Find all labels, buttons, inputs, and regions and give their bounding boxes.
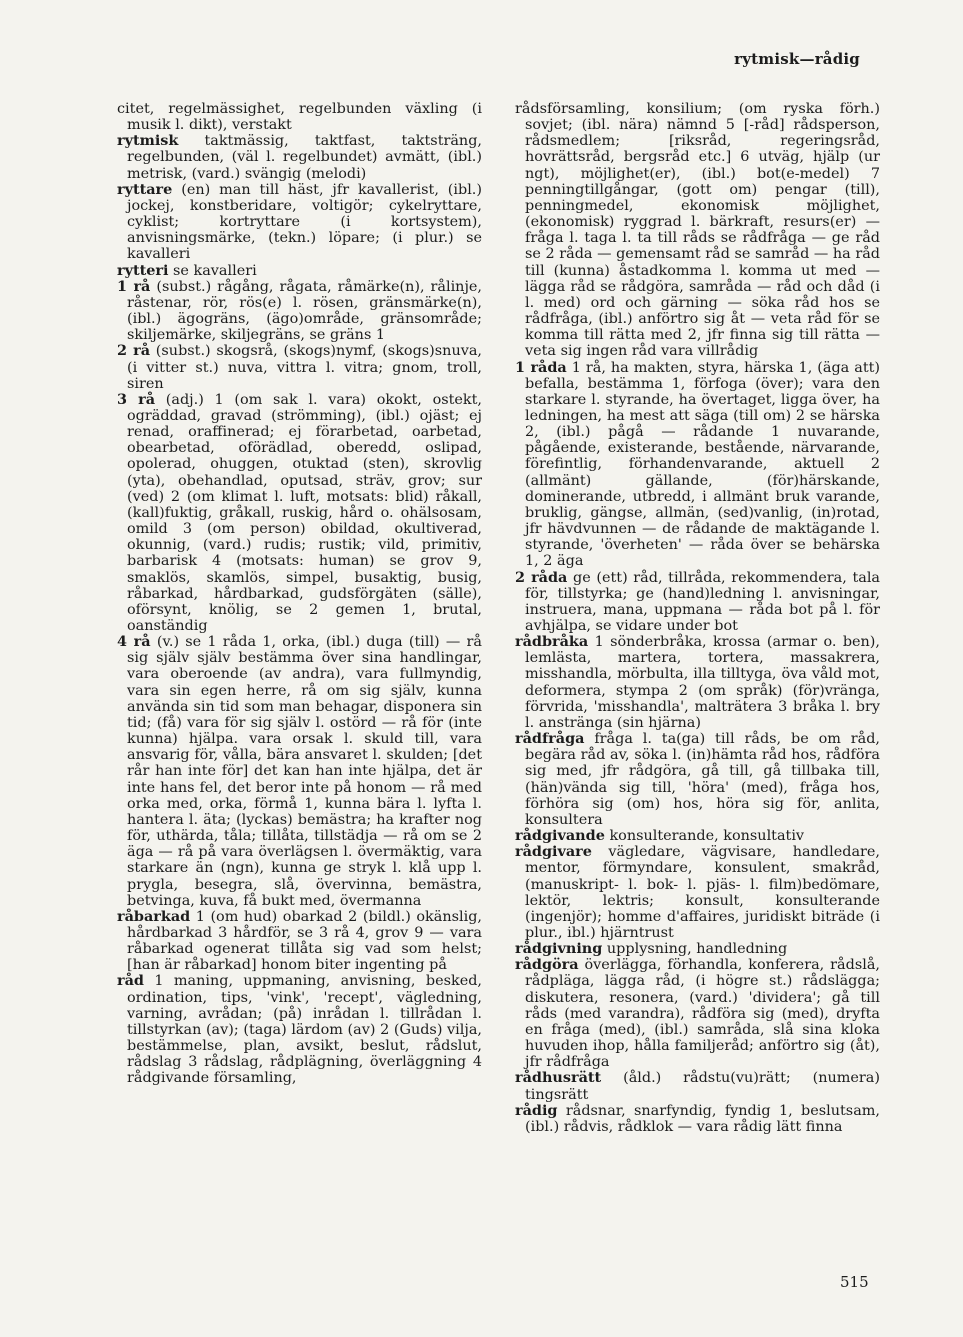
headword: råbarkad [117, 907, 191, 925]
entry [117, 343, 482, 391]
headword: rådgöra [515, 956, 579, 974]
definition: rådsnar, snarfyndig, fyndig 1, beslutsam, (ibl.) rådvis, rådklok — vara rådig lätt finna [525, 1102, 880, 1135]
definition: (subst.) skogsrå, (skogs)nymf, (skogs)snuva, (i vitter st.) nuva, vittra l. vitra; gnom, troll, siren [127, 343, 482, 392]
headword: rådhusrätt [515, 1069, 602, 1087]
definition: ge (ett) råd, tillråda, rekommendera, tala för, tillstyrka; ge (hand)ledning l. anvisningar, instruera, mana, uppmana — råda bot på l. för avhjälpa, se vidare under bot [525, 569, 881, 634]
entry [515, 828, 880, 844]
entry [117, 182, 482, 263]
definition: konsulterande, konsultativ [609, 828, 805, 845]
entry [515, 941, 880, 957]
headword: råd [117, 972, 144, 990]
entry [117, 392, 482, 634]
headword: 1 råda [515, 358, 567, 376]
definition: 1 sönderbråka, krossa (armar o. ben), lemlästa, martera, tortera, massakrera, misshandla, mörbulta, illa tilltyga, öva våld mot, deformera, stympa 2 (om språk) (för)vränga, förvrida, 'misshandla', malträtera 3 bråka l. bry l. anstränga (sin hjärna) [525, 634, 880, 731]
definition: vägledare, vägvisare, handledare, mentor, förmyndare, konsulent, smakråd, (manuskript- l. bok- l. pjäs- l. film)bedömare, lektör, lektris; konsult, konsulterande (ingenjör); homme d'affaires, juridiskt biträde (i plur., ibl.) hjärntrust [525, 844, 881, 941]
entry [117, 909, 482, 974]
headword: rådig [515, 1101, 558, 1119]
entry [515, 1103, 880, 1135]
definition: (en) man till häst, jfr kavallerist, (ibl.) jockej, konstberidare, voltigör; cykelryttare, cyklist; kortryttare (i kortsystem), anvisningsmärke, (tekn.) löpare; (i plur.) se kavalleri [127, 181, 482, 263]
entry [117, 263, 482, 279]
entry [515, 957, 880, 1070]
right-column [515, 101, 880, 1135]
headword: 2 rå [117, 342, 151, 360]
entry [515, 844, 880, 941]
entry [117, 634, 482, 909]
definition: överlägga, förhandla, konferera, rådslå, rådpläga, lägga råd, (i högre st.) rådslägga; diskutera, resonera, (vard.) 'dividera'; gå till råds (med varandra), rådföra sig (med), dryfta en fråga (med), (ibl.) samråda, slå sina kloka huvuden ihop, hålla familjeråd; anförtro sig (åt), jfr rådfråga [525, 957, 880, 1071]
headword: rådfråga [515, 730, 585, 748]
definition: (adj.) 1 (om sak l. vara) okokt, ostekt, ogräddad, gravad (strömming), (ibl.) ojäst; ej renad, oraffinerad; ej förarbetad, oarbetad, obearbetad, oförädlad, oberedd, oslipad, opolerad, ohuggen, otuktad (sten), skrovlig (yta), obehandlad, oputsad, sträv, grov; sur (ved) 2 (om klimat l. luft, motsats: blid) råkall, (kall)fuktig, gråkall, ruskig, hård o. ohälsosam, omild 3 (om person) obildad, okultiverad, okunnig, (vard.) rudis; rustik; vild, primitiv, barbarisk 4 (motsats: human) se grov 9, smaklös, skamlös, simpel, busaktig, busig, råbarkad, hårdbarkad, gudsförgäten (sälle), oförsynt, knölig, se 2 gemen 1, brutal, oanständig [127, 391, 482, 634]
entry [515, 634, 880, 731]
headword: rådgivande [515, 827, 605, 845]
definition: fråga l. ta(ga) till råds, be om råd, begära råd av, söka l. (in)hämta råd hos, rådföra sig med, jfr rådgöra, gå till, gå tillbaka till, (hän)vända sig till, 'höra' (med), fråga hos, förhöra sig (om) hos, höra sig för, anlita, konsultera [525, 731, 880, 828]
headword: rådgivning [515, 940, 603, 958]
headword: rytteri [117, 261, 169, 279]
headword: ryttare [117, 180, 173, 198]
definition: 1 maning, uppmaning, anvisning, besked, ordination, tips, 'vink', 'recept', vägledning, varning, avrådan; (på) inrådan l. tillrådan l. tillstyrkan (av); (taga) lärdom (av) 2 (Guds) vilja, bestämmelse, plan, avsikt, beslut, rådslut, rådslag 3 rådslag, rådplägning, överläggning 4 rådgivande församling, [127, 973, 482, 1087]
headword: rytmisk [117, 132, 179, 150]
left-column [117, 101, 482, 1087]
entry [515, 360, 880, 570]
definition: citet, regelmässighet, regelbunden växling (i musik l. dikt), verstakt [117, 101, 482, 134]
page-number: 515 [840, 1273, 869, 1291]
definition: rådsförsamling, konsilium; (om ryska förh.) sovjet; (ibl. nära) nämnd 5 [-råd] rådsperson, rådsmedlem; [riksråd, regeringsråd, hovrättsråd, bergsråd etc.] 6 utväg, hjälp (ur ngt), möjlighet(er), (ibl.) bot(e-medel) 7 penningtillgångar, (gott om) pengar (till), penningmedel, ekonomisk möjlighet, (ekonomisk) ryggrad l. bärkraft, resurs(er) — fråga l. taga l. ta till råds se rådfråga — ge råd se 2 råda — gemensamt råd se samråd — ha råd till (kunna) åstadkomma l. komma ut med — lägga råd se rådgöra, samråda — råd och dåd (i l. med) ord och gärning — söka råd hos se rådfråga, (ibl.) anförtro sig åt — veta råd för se komma till rätta med 2, jfr finna sig till rätta — veta sig ingen råd vara villrådig [515, 101, 880, 360]
entry [117, 973, 482, 1086]
headword: 1 rå [117, 277, 151, 295]
entry [515, 731, 880, 828]
entry [117, 101, 482, 133]
headword: rådbråka [515, 633, 589, 651]
definition: (v.) se 1 råda 1, orka, (ibl.) duga (till) — rå sig själv själv bestämma över sina handlingar, vara oberoende (av andra), vara fullmyndig, vara sin egen herre, rå om sig själv, kunna använda sin tid som man behagar, disponera sin tid; (få) vara för sig själv l. ostörd — rå för (inte kunna) hjälpa. vara orsak l. skuld till, vara ansvarig för, vålla, bära ansvaret l. skulden; [det rår han inte för] det kan han inte hjälpa, det är inte hans fel, det beror inte på honom — rå med orka med, orka, förmå 1, kunna bära l. lyfta l. hantera l. äta; (lyckas) bemästra; ha krafter nog för, uthärda, tåla; tillåta, tillstädja — rå om se 2 äga — rå på vara överlägsen l. övermäktig, vara starkare än (ngn), kunna ge stryk l. klå upp l. prygla, besegra, slå, övervinna, bemästra, betvinga, kuva, få bukt med, övermanna [127, 634, 482, 909]
headword: 4 rå [117, 633, 151, 651]
definition: (subst.) rågång, rågata, råmärke(n), rålinje, råstenar, rör, rös(e) l. rösen, gränsmärke(n), (ibl.) ägogräns, (ägo)område, gränsområde; skiljemärke, skiljegräns, se gräns 1 [127, 278, 483, 344]
definition: 1 (om hud) obarkad 2 (bildl.) okänslig, hårdbarkad 3 hårdför, se 3 rå 4, grov 9 — vara råbarkad ogenerat tillåta sig vad som helst; [han är råbarkad] honom biter ingenting på [127, 908, 482, 974]
entry [515, 101, 880, 360]
entry [117, 279, 482, 344]
definition: taktmässig, taktfast, taktsträng, regelbunden, (väl l. regelbundet) avmätt, (ibl.) metrisk, (vard.) svängig (melodi) [127, 133, 482, 182]
running-header: rytmisk—rådig [734, 50, 860, 68]
headword: 2 råda [515, 568, 568, 586]
definition: 1 rå, ha makten, styra, härska 1, (äga att) befalla, bestämma 1, förfoga (över); vara den starkare l. styrande, ha övertaget, ligga över, ha ledningen, ha mest att säga (till om) 2 se härska 2, (ibl.) pågå — rådande 1 nuvarande, pågående, existerande, bestående, närvarande, förefintlig, förhandenvarande, aktuell 2 (allmänt) gällande, (för)härskande, dominerande, utbredd, i allmänt bruk varande, bruklig, gängse, allmän, (sed)vanlig, (in)rotad, jfr hävdvunnen — de rådande de maktägande l. styrande, 'överheten' — råda över se behärska 1, 2 äga [525, 359, 880, 570]
definition: upplysning, handledning [606, 941, 788, 958]
entry [117, 133, 482, 181]
headword: 3 rå [117, 390, 156, 408]
definition: (åld.) rådstu(vu)rätt; (numera) tingsrätt [525, 1070, 880, 1103]
definition: se kavalleri [173, 262, 257, 279]
headword: rådgivare [515, 843, 592, 861]
entry [515, 570, 880, 635]
entry [515, 1070, 880, 1102]
